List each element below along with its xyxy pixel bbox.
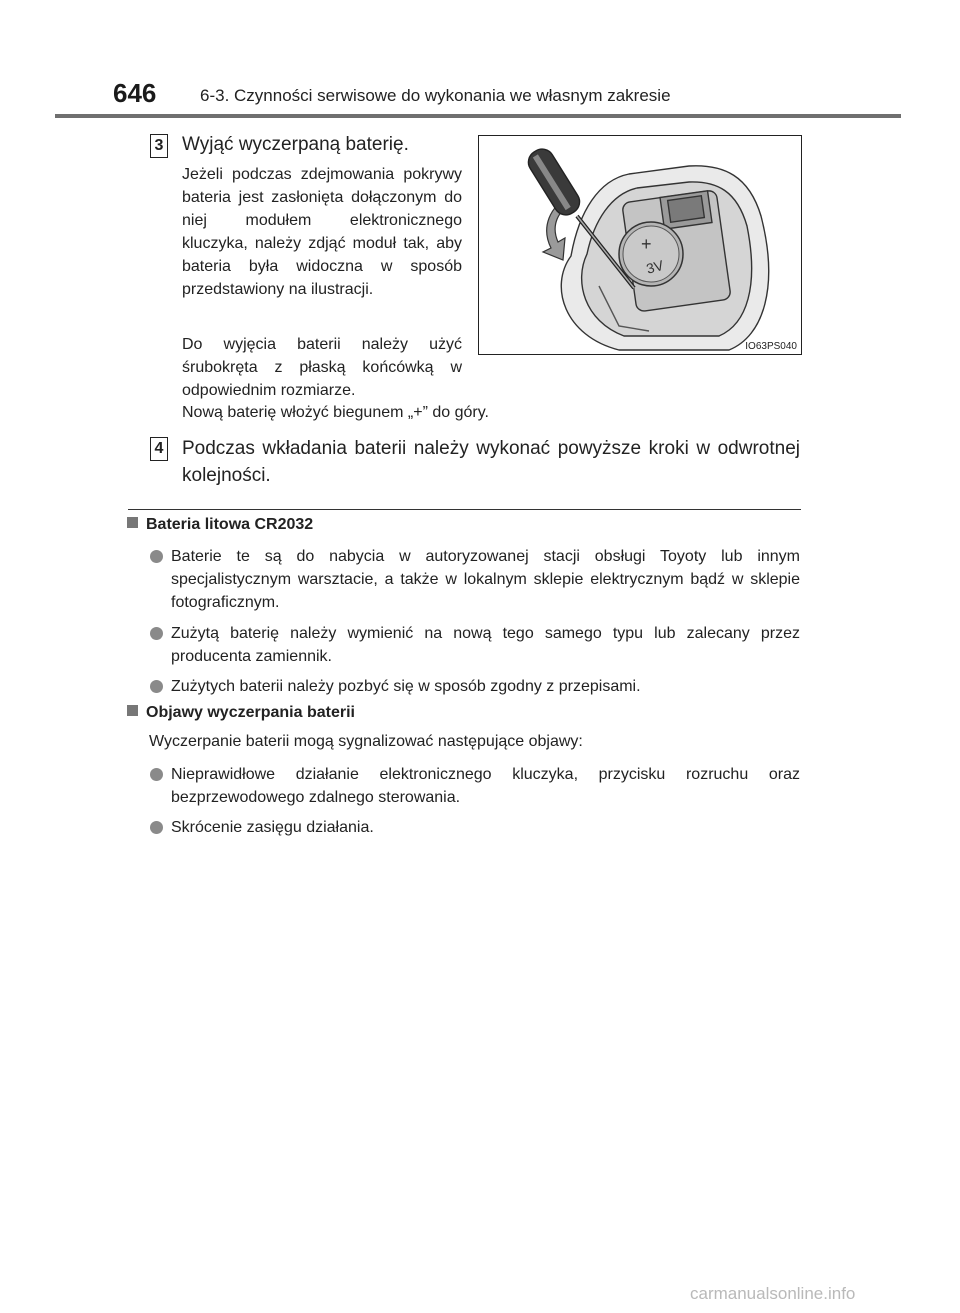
bullet-dot-icon — [150, 768, 163, 781]
step-3-paragraph-1: Jeżeli podczas zdejmowania pokrywy bateria jest zasłonięta dołączonym do niej modułem elektronicznego kluczyka, należy zdjąć moduł tak, aby bateria była widoczna w sposób przedstawiony na ilustracji. — [182, 166, 462, 298]
header-divider — [55, 114, 901, 118]
list-item: Zużytą baterię należy wymienić na nową tego samego typu lub zalecany przez producenta zamiennik. — [150, 622, 800, 668]
bullet-dot-icon — [150, 680, 163, 693]
bullet-dot-icon — [150, 550, 163, 563]
square-bullet-icon — [127, 705, 138, 716]
key-battery-illustration — [478, 135, 802, 355]
step-4-text: Podczas wkładania baterii należy wykonać powyższe kroki w odwrotnej kolejności. — [182, 438, 800, 486]
step-3-paragraph-3: Nową baterię włożyć biegunem „+” do góry. — [182, 404, 489, 421]
svg-text:+: + — [641, 234, 652, 254]
section-title: 6-3. Czynności serwisowe do wykonania we własnym zakresie — [200, 86, 671, 105]
section-1-heading: Bateria litowa CR2032 — [146, 516, 314, 533]
list-item: Skrócenie zasięgu działania. — [150, 816, 800, 839]
battery-icon — [619, 222, 683, 286]
bullet-dot-icon — [150, 821, 163, 834]
key-fob-drawing — [479, 136, 801, 354]
list-item: Zużytych baterii należy pozbyć się w sposób zgodny z przepisami. — [150, 675, 800, 698]
section-heading-battery — [127, 516, 313, 534]
step-3-title: Wyjąć wyczerpaną baterię. — [182, 134, 409, 155]
list-item: Nieprawidłowe działanie elektronicznego kluczyka, przycisku rozruchu oraz bezprzewodowego zdalnego sterowania. — [150, 763, 800, 809]
bullet-dot-icon — [150, 627, 163, 640]
list-item: Baterie te są do nabycia w autoryzowanej stacji obsługi Toyoty lub innym specjalistycznym warsztacie, a także w lokalnym sklepie elektrycznym bądź w sklepie fotograficznym. — [150, 545, 800, 614]
step-3-number: 3 — [150, 134, 168, 158]
section-heading-symptoms — [127, 704, 355, 722]
square-bullet-icon — [127, 517, 138, 528]
step-3-paragraph-2: Do wyjęcia baterii należy użyć śrubokręta z płaską końcówką w odpowiednim rozmiarze. — [182, 336, 462, 399]
section-2-intro: Wyczerpanie baterii mogą sygnalizować następujące objawy: — [149, 733, 583, 750]
page-number: 646 — [113, 78, 157, 108]
watermark-logo: carmanualsonline.info — [690, 1284, 856, 1303]
figure-code: IO63PS040 — [745, 341, 797, 352]
section-2-heading: Objawy wyczerpania baterii — [146, 704, 355, 721]
section-divider — [128, 509, 801, 510]
svg-text:3V: 3V — [644, 256, 666, 277]
step-4-number: 4 — [150, 437, 168, 461]
